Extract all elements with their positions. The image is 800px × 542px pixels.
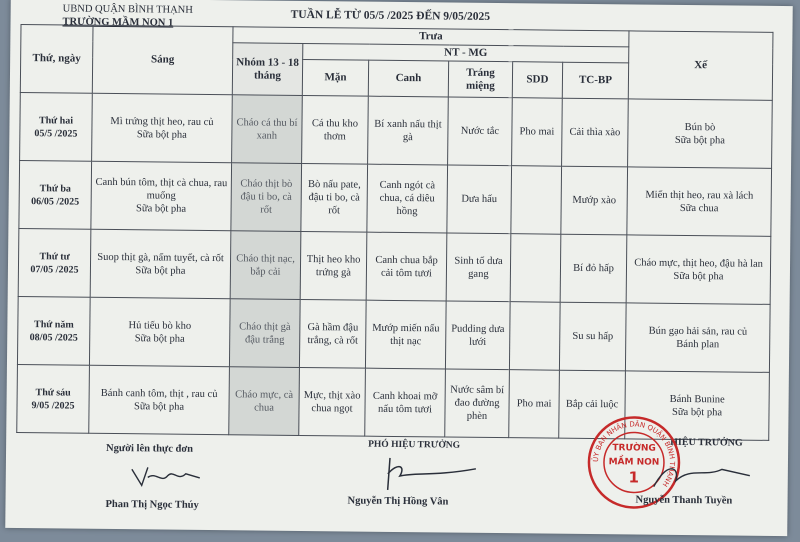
menu-table (16, 24, 773, 441)
canh-cell: Mướp miến nấu thịt nạc (365, 300, 446, 369)
week-title: TUẦN LỄ TỪ 05/5 /2025 ĐẾN 9/05/2025 (290, 8, 491, 23)
tcbp-cell: Bí đỏ hấp (560, 234, 627, 303)
principal-signature-icon (646, 457, 756, 498)
vice-signature-icon (376, 454, 486, 495)
man-cell: Cá thu kho thơm (302, 95, 369, 164)
day-cell: Thứ ba 06/05 /2025 (19, 161, 92, 230)
header-day: Thứ, ngày (20, 25, 93, 94)
nhom-cell: Cháo thịt bò đậu ti bo, cà rốt (231, 163, 302, 232)
day-cell: Thứ hai 05/5 /2025 (20, 93, 93, 162)
header-trang-mieng: Tráng miệng (448, 61, 512, 98)
trang-mieng-cell: Sinh tố dưa gang (446, 233, 511, 302)
school-name: TRƯỜNG MẦM NON 1 (62, 16, 174, 29)
nhom-cell: Cháo thịt gà đậu trắng (229, 299, 300, 368)
table-row (20, 93, 773, 169)
tcbp-cell: Su su hấp (559, 302, 626, 371)
sang-cell: Mì trứng thịt heo, rau củ Sữa bột pha (92, 93, 233, 162)
svg-text:1: 1 (628, 468, 640, 487)
svg-text:TRƯỜNG: TRƯỜNG (612, 443, 656, 454)
sdd-cell: Pho mai (509, 370, 560, 439)
canh-cell: Bí xanh nấu thịt gà (368, 96, 449, 165)
day-cell: Thứ sáu 9/05 /2025 (17, 365, 90, 434)
creator-signature-icon (126, 459, 206, 494)
trang-mieng-cell: Pudding dưa lưới (445, 301, 510, 370)
sdd-cell (511, 166, 562, 235)
xe-cell: Cháo mực, thịt heo, đậu hà lan Sữa bột pha (626, 235, 771, 305)
xe-cell: Bún bò Sữa bột pha (628, 99, 773, 169)
header-xe: Xế (628, 31, 773, 101)
creator-name: Phan Thị Ngọc Thúy (105, 498, 199, 511)
org-name: UBND QUẬN BÌNH THẠNH (62, 3, 193, 16)
xe-cell: Bánh Bunine Sữa bột pha (625, 371, 770, 441)
xe-cell: Miến thịt heo, rau xà lách Sữa chua (627, 167, 772, 237)
man-cell: Thịt heo kho trứng gà (300, 231, 367, 300)
table-row (19, 161, 772, 237)
header-canh: Canh (368, 60, 448, 97)
table-row (17, 297, 770, 373)
principal-name: Nguyễn Thanh Tuyền (635, 494, 733, 507)
sang-cell: Canh bún tôm, thịt cà chua, rau muống Sữa bột pha (91, 161, 232, 230)
xe-cell: Bún gạo hải sản, rau củ Bánh plan (625, 303, 770, 373)
svg-text:ỦY BAN NHÂN DÂN QUẬN BÌNH THẠN: ỦY BAN NHÂN DÂN QUẬN BÌNH THẠNH (591, 420, 677, 489)
header-ntmg: NT - MG (303, 43, 629, 62)
sang-cell: Hủ tiếu bò kho Sữa bột pha (89, 297, 230, 366)
trang-mieng-cell: Nước sâm bí đao đường phèn (445, 369, 510, 438)
canh-cell: Canh chua bắp cải tôm tươi (366, 232, 447, 301)
trang-mieng-cell: Nước tắc (448, 97, 513, 166)
header-tcbp: TC-BP (562, 62, 628, 99)
nhom-cell: Cháo thịt nạc, bắp cải (230, 231, 301, 300)
canh-cell: Canh khoai mỡ nấu tôm tươi (365, 368, 446, 437)
sdd-cell (509, 302, 560, 371)
vice-title: PHÓ HIỆU TRƯỞNG (368, 439, 461, 451)
trang-mieng-cell: Dưa hấu (447, 165, 512, 234)
svg-text:MẦM NON: MẦM NON (608, 457, 660, 468)
nhom-cell: Cháo mực, cà chua (229, 367, 300, 436)
man-cell: Gà hầm đậu trắng, cà rốt (299, 299, 366, 368)
canh-cell: Canh ngót cà chua, cá diêu hồng (367, 164, 448, 233)
menu-sheet (5, 0, 793, 536)
tcbp-cell: Cải thìa xào (562, 98, 629, 167)
sang-cell: Bánh canh tôm, thịt , rau củ Sữa bột pha (89, 365, 230, 434)
man-cell: Mực, thịt xào chua ngọt (299, 367, 366, 436)
header-trua: Trưa (233, 27, 629, 47)
day-cell: Thứ tư 07/05 /2025 (18, 229, 91, 298)
table-row (18, 229, 771, 305)
day-cell: Thứ năm 08/05 /2025 (17, 297, 90, 366)
sdd-cell (510, 234, 561, 303)
sdd-cell: Pho mai (512, 98, 563, 167)
header-sdd: SDD (512, 62, 562, 99)
tcbp-cell: Bắp cải luộc (559, 370, 626, 439)
principal-title: HIỆU TRƯỞNG (670, 436, 743, 449)
sang-cell: Suop thịt gà, nấm tuyết, cà rốt Sữa bột pha (90, 229, 231, 298)
header-man: Mặn (302, 59, 368, 96)
creator-title: Người lên thực đơn (106, 442, 194, 455)
nhom-cell: Cháo cá thu bí xanh (232, 95, 303, 164)
vice-name: Nguyễn Thị Hồng Vân (347, 495, 449, 508)
man-cell: Bò nấu pate, đậu ti bo, cà rốt (301, 163, 368, 232)
tcbp-cell: Mướp xào (561, 166, 628, 235)
header-sang: Sáng (92, 25, 233, 94)
header-nhom: Nhóm 13 - 18 tháng (232, 43, 303, 96)
